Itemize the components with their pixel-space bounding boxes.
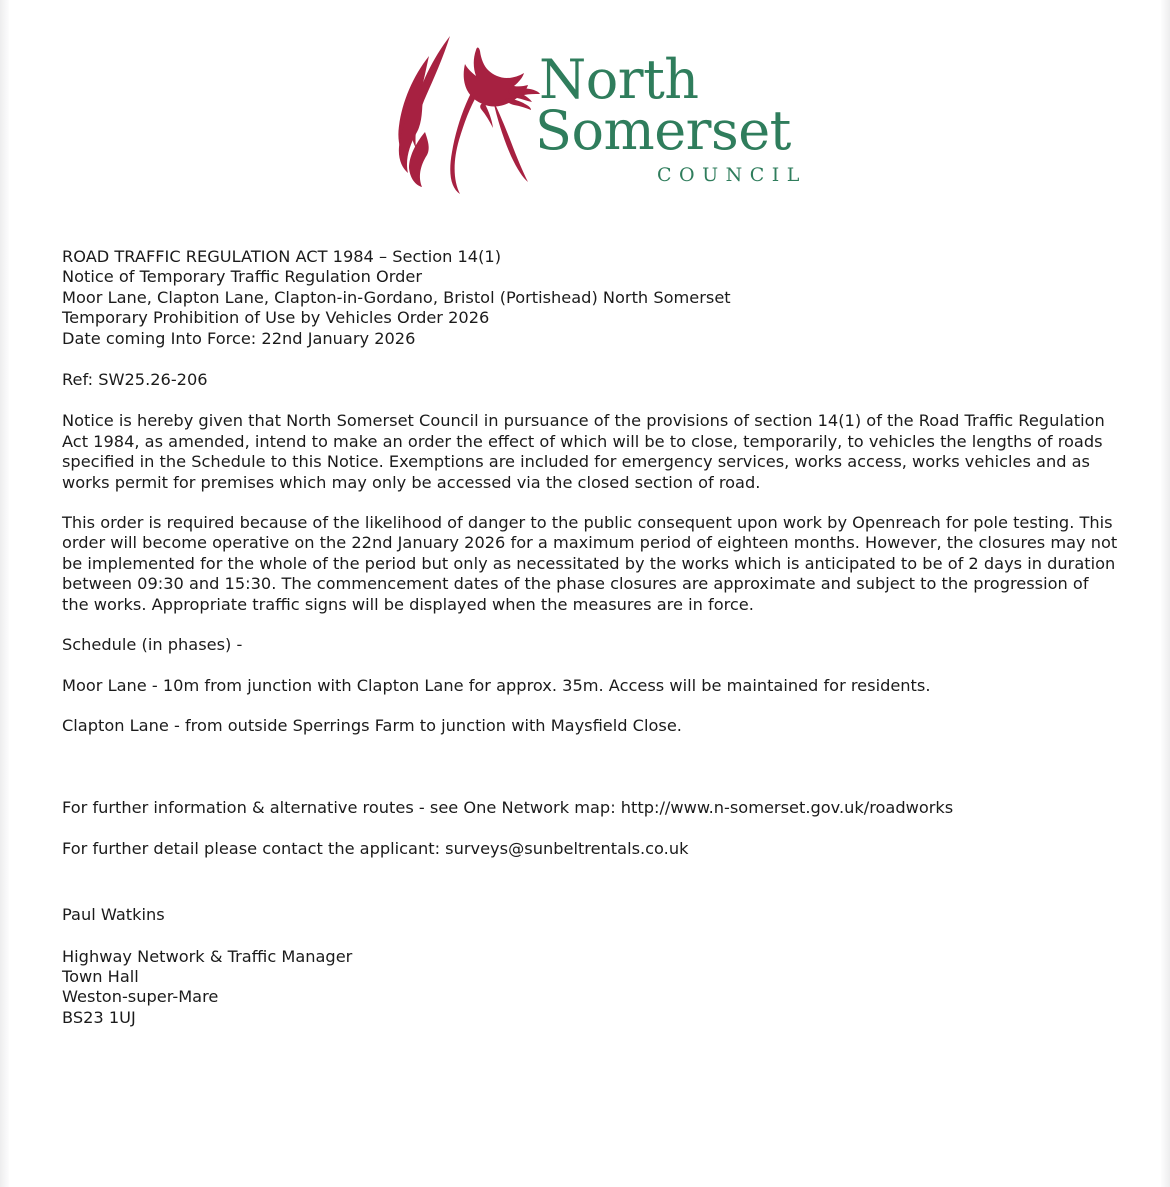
- reference-number: Ref: SW25.26-206: [62, 370, 208, 390]
- header-line-roads: Moor Lane, Clapton Lane, Clapton-in-Gordano, Bristol (Portishead) North Somerset: [62, 287, 731, 307]
- logo-name-line-2: Somerset: [535, 99, 791, 162]
- notice-header: [62, 247, 1118, 349]
- logo-subtitle: COUNCIL: [657, 164, 807, 186]
- spacer-between-schedule-items: [62, 696, 1118, 716]
- signatory-building: Town Hall: [62, 966, 139, 986]
- paragraph-reason: This order is required because of the likelihood of danger to the public consequent upon work by Openreach for pole testing. This order will become operative on the 22nd January 2026 for a maximum period of eighteen months. However, the closures may not be implemented for the whole of the period but only as necessitated by the works which is anticipated to be of 2 days in duration between 09:30 and 15:30. The commencement dates of the phase closures are approximate and subject to the progression of the works. Appropriate traffic signs will be displayed when the measures are in force.: [62, 513, 1118, 614]
- page-edge-left: [0, 0, 9, 1187]
- spacer-after-reference: [62, 390, 1118, 411]
- header-line-order: Temporary Prohibition of Use by Vehicles Order 2026: [62, 308, 490, 328]
- header-line-act: ROAD TRAFFIC REGULATION ACT 1984 – Section 14(1): [62, 247, 502, 266]
- further-detail-line: For further detail please contact the applicant: surveys@sunbeltrentals.co.uk: [62, 838, 689, 858]
- signatory-address: [62, 947, 1118, 1029]
- notice-body: [62, 247, 1118, 1028]
- council-wordmark: [535, 28, 815, 198]
- spacer-after-paragraph-1: [62, 493, 1118, 513]
- schedule-item-clapton-lane: Clapton Lane - from outside Sperrings Farm to junction with Maysfield Close.: [62, 715, 682, 735]
- schedule-heading: Schedule (in phases) -: [62, 635, 243, 655]
- signatory-role: Highway Network & Traffic Manager: [62, 946, 353, 966]
- paragraph-notice-given: Notice is hereby given that North Somerset Council in pursuance of the provisions of section 14(1) of the Road Traffic Regulation Act 1984, as amended, intend to make an order the effect of which will be to close, temporarily, to vehicles the lengths of roads specified in the Schedule to this Notice. Exemptions are included for emergency services, works access, works vehicles and as works permit for premises which may only be accessed via the closed section of road.: [62, 411, 1105, 492]
- spacer-after-header: [62, 349, 1118, 370]
- pegasus-head-icon: [393, 28, 543, 198]
- page-edge-right: [1161, 0, 1170, 1187]
- header-line-notice: Notice of Temporary Traffic Regulation Order: [62, 267, 422, 287]
- spacer-after-signatory-name: [62, 926, 1118, 947]
- spacer-after-paragraph-2: [62, 615, 1118, 635]
- schedule-item-moor-lane: Moor Lane - 10m from junction with Clapton Lane for approx. 35m. Access will be maintained for residents.: [62, 675, 931, 695]
- further-information-line: For further information & alternative routes - see One Network map: http://www.n-somerset.gov.uk/roadworks: [62, 798, 954, 818]
- header-line-date: Date coming Into Force: 22nd January 2026: [62, 328, 416, 348]
- signatory-name: Paul Watkins: [62, 905, 165, 925]
- spacer-between-contact-lines: [62, 819, 1118, 839]
- spacer-after-schedule-heading: [62, 656, 1118, 676]
- signatory-town: Weston-super-Mare: [62, 987, 219, 1007]
- signatory-postcode: BS23 1UJ: [62, 1007, 136, 1027]
- logo-name-line-1: North: [539, 48, 699, 111]
- spacer-before-further-info: [62, 736, 1118, 798]
- council-logo: [393, 28, 813, 198]
- spacer-before-signature: [62, 859, 1118, 905]
